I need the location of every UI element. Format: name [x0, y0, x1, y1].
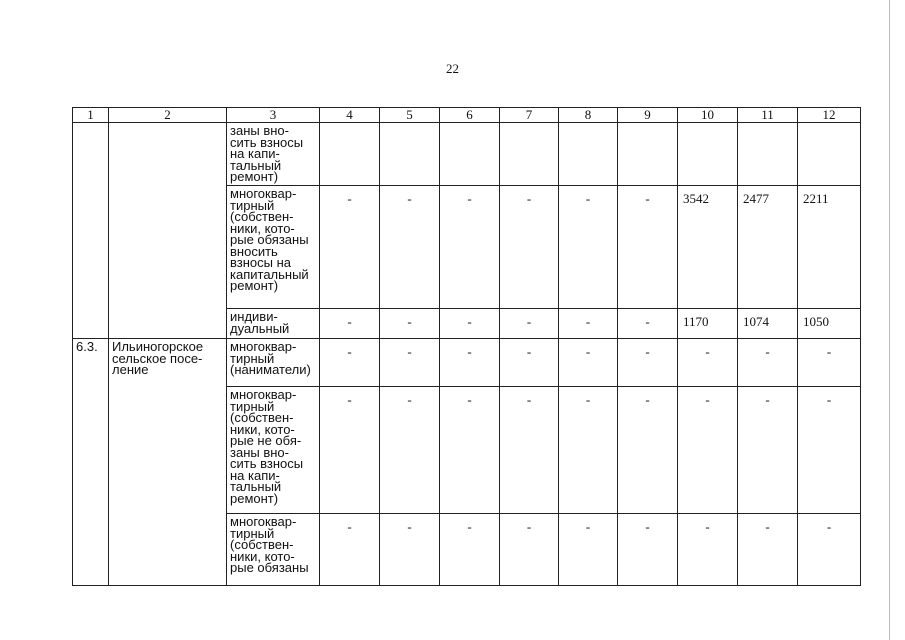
header-row: [73, 108, 861, 123]
value-cell-col-5: -: [380, 514, 440, 586]
housing-type-cell: [227, 514, 320, 586]
cell-text-line: тирный: [230, 350, 275, 366]
value-cell-col-9: -: [618, 309, 678, 339]
value-cell-col-8: -: [559, 387, 618, 514]
cell-text-line: (собствен-: [230, 410, 294, 425]
value-cell-col-4: -: [320, 309, 380, 339]
header-cell-5: 5: [380, 108, 440, 123]
header-cell-6: 6: [440, 108, 500, 123]
value-cell-col-11: -: [738, 514, 798, 586]
settlement-name-cell: [109, 339, 227, 387]
row-number-cell: [73, 186, 109, 309]
value-cell-col-6: -: [440, 186, 500, 309]
value-cell-col-10: 3542: [678, 186, 738, 309]
header-cell-8: 8: [559, 108, 618, 123]
value-cell-col-12: -: [798, 387, 861, 514]
value-cell-col-5: -: [380, 309, 440, 339]
value-cell-col-10: 1170: [678, 309, 738, 339]
settlement-name-cell: [109, 309, 227, 339]
cell-text-line: (наниматели): [230, 362, 311, 377]
cell-text-line: тирный: [230, 525, 275, 541]
cell-text-line: сить взносы: [230, 456, 304, 471]
header-cell-4: 4: [320, 108, 380, 123]
value-cell-col-7: [500, 123, 559, 186]
cell-text-line: взносы на: [230, 255, 291, 270]
value-cell-col-9: -: [618, 186, 678, 309]
value-cell-col-8: [559, 123, 618, 186]
cell-text-line: заны вно-: [230, 123, 289, 138]
row-number-cell: [73, 309, 109, 339]
housing-type-cell: [227, 186, 320, 309]
value-cell-col-9: [618, 123, 678, 186]
cell-text-line: ление: [112, 362, 149, 377]
value-cell-col-12: -: [798, 339, 861, 387]
header-cell-11: 11: [738, 108, 798, 123]
cell-text-line: индиви-: [230, 309, 278, 324]
value-cell-col-9: -: [618, 514, 678, 586]
value-cell-col-10: -: [678, 339, 738, 387]
cell-text-line: вносить: [230, 243, 278, 259]
value-cell-col-6: -: [440, 339, 500, 387]
cell-text-line: тирный: [230, 197, 275, 213]
cell-text-line: сельское посе-: [112, 350, 203, 366]
value-cell-col-12: [798, 123, 861, 186]
cell-text-line: рые обязаны: [230, 560, 309, 575]
header-cell-12: 12: [798, 108, 861, 123]
value-cell-col-5: -: [380, 186, 440, 309]
cell-text-line: ремонт): [230, 169, 279, 184]
value-cell-col-11: 1074: [738, 309, 798, 339]
cell-text-line: многоквар-: [230, 339, 297, 354]
cell-text-line: на капи-: [230, 146, 280, 161]
table-row: [73, 186, 861, 309]
value-cell-col-7: -: [500, 514, 559, 586]
row-number-cell: [73, 123, 109, 186]
housing-type-cell: [227, 387, 320, 514]
value-cell-col-11: -: [738, 387, 798, 514]
cell-text-line: ники, кото-: [230, 220, 295, 236]
value-cell-col-4: -: [320, 339, 380, 387]
value-cell-col-8: -: [559, 339, 618, 387]
value-cell-col-7: -: [500, 186, 559, 309]
value-cell-col-4: -: [320, 514, 380, 586]
cell-text-line: ремонт): [230, 278, 279, 293]
value-cell-col-9: -: [618, 387, 678, 514]
cell-text-line: заны вно-: [230, 444, 289, 460]
housing-type-cell: [227, 123, 320, 186]
value-cell-col-12: -: [798, 514, 861, 586]
value-cell-col-5: -: [380, 339, 440, 387]
value-cell-col-5: [380, 123, 440, 186]
value-cell-col-4: [320, 123, 380, 186]
header-cell-9: 9: [618, 108, 678, 123]
value-cell-col-10: [678, 123, 738, 186]
cell-text-line: (собствен-: [230, 209, 294, 224]
cell-text-line: многоквар-: [230, 186, 297, 201]
settlement-name-cell: [109, 123, 227, 186]
cell-text-line: многоквар-: [230, 387, 297, 402]
row-number-cell: [73, 387, 109, 514]
header-cell-7: 7: [500, 108, 559, 123]
value-cell-col-4: -: [320, 186, 380, 309]
cell-text-line: дуальный: [230, 320, 290, 336]
cell-text-line: (собствен-: [230, 537, 294, 552]
settlement-name-cell: [109, 387, 227, 514]
header-cell-1: 1: [73, 108, 109, 123]
data-table: [72, 107, 861, 586]
cell-text-line: ремонт): [230, 490, 279, 506]
settlement-name-cell: [109, 514, 227, 586]
cell-text-line: тирный: [230, 398, 275, 414]
cell-text-line: рые обязаны: [230, 232, 309, 247]
scan-edge-line: [889, 0, 890, 640]
cell-text-line: капитальный: [230, 266, 309, 282]
value-cell-col-10: -: [678, 387, 738, 514]
cell-text-line: на капи-: [230, 467, 280, 483]
cell-text-line: рые не обя-: [230, 433, 302, 448]
table-row: [73, 123, 861, 186]
value-cell-col-12: 1050: [798, 309, 861, 339]
value-cell-col-11: 2477: [738, 186, 798, 309]
value-cell-col-7: -: [500, 339, 559, 387]
page-number: 22: [446, 61, 459, 76]
table-row: [73, 309, 861, 339]
value-cell-col-6: -: [440, 309, 500, 339]
housing-type-cell: [227, 339, 320, 387]
header-cell-2: 2: [109, 108, 227, 123]
table-row: [73, 387, 861, 514]
header-cell-10: 10: [678, 108, 738, 123]
value-cell-col-12: 2211: [798, 186, 861, 309]
value-cell-col-10: -: [678, 514, 738, 586]
value-cell-col-8: -: [559, 309, 618, 339]
cell-text-line: многоквар-: [230, 514, 297, 529]
value-cell-col-7: -: [500, 309, 559, 339]
value-cell-col-7: -: [500, 387, 559, 514]
value-cell-col-11: -: [738, 339, 798, 387]
value-cell-col-8: -: [559, 186, 618, 309]
value-cell-col-6: -: [440, 387, 500, 514]
cell-text-line: сить взносы: [230, 134, 304, 150]
row-number-cell: 6.3.: [73, 339, 109, 387]
value-cell-col-4: -: [320, 387, 380, 514]
value-cell-col-8: -: [559, 514, 618, 586]
value-cell-col-9: -: [618, 339, 678, 387]
cell-text-line: тальный: [230, 479, 282, 494]
cell-text-line: Ильиногорское: [112, 339, 204, 354]
value-cell-col-6: -: [440, 514, 500, 586]
table-row: [73, 514, 861, 586]
cell-text-line: ники, кото-: [230, 421, 295, 437]
value-cell-col-11: [738, 123, 798, 186]
table-row: [73, 339, 861, 387]
settlement-name-cell: [109, 186, 227, 309]
row-number-cell: [73, 514, 109, 586]
cell-text-line: ники, кото-: [230, 548, 295, 564]
housing-type-cell: [227, 309, 320, 339]
value-cell-col-5: -: [380, 387, 440, 514]
cell-text-line: тальный: [230, 157, 282, 173]
header-cell-3: 3: [227, 108, 320, 123]
value-cell-col-6: [440, 123, 500, 186]
